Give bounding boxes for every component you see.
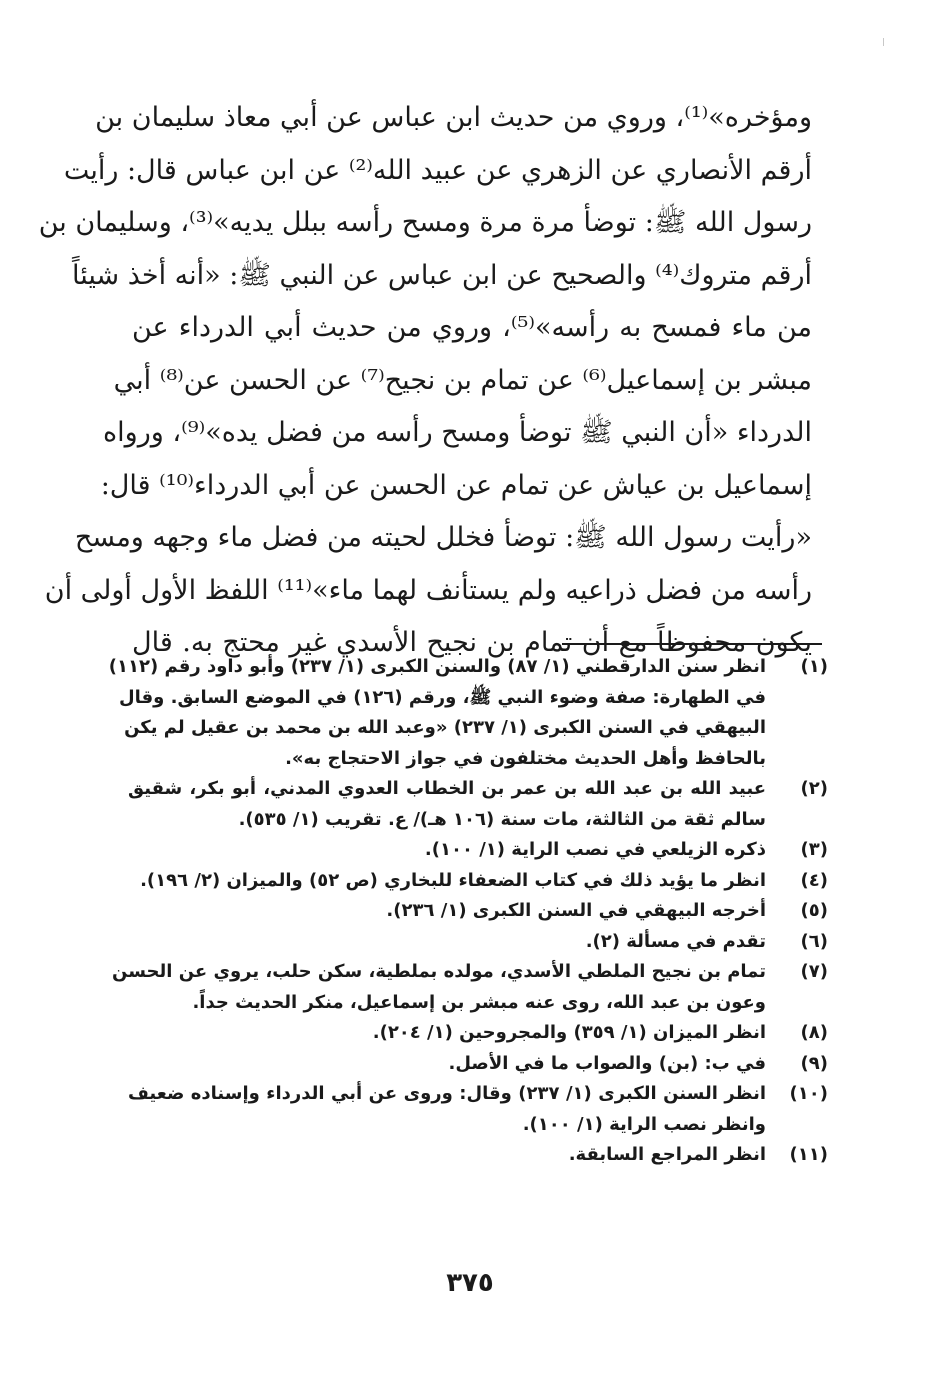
- footnote-number: (١١): [789, 1144, 828, 1165]
- footnote: [128, 1018, 828, 1049]
- main-text-line: رسول الله ﷺ: توضأ مرة مرة ومسح رأسه ببلل يديه»⁽³⁾، وسليمان بن: [38, 207, 812, 238]
- footnote: [128, 1140, 828, 1171]
- footnote-number: (٢): [800, 778, 828, 799]
- footnote: [108, 652, 828, 774]
- footnote-separator: [562, 643, 822, 645]
- page-number: ٣٧٥: [446, 1268, 494, 1298]
- footnote-line: انظر ما يؤيد ذلك في كتاب الضعفاء للبخاري (ص ٥٢) والميزان (٢/ ١٩٦).: [140, 869, 766, 891]
- footnote-number: (٩): [800, 1052, 828, 1074]
- footnote-line: بالحافظ وأهل الحديث مختلفون في جواز الاحتجاج به».: [285, 747, 766, 769]
- main-text-line: إسماعيل بن عياش عن تمام عن الحسن عن أبي الدرداء⁽¹⁰⁾ قال:: [100, 469, 812, 501]
- footnote-line: سالم ثقة من الثالثة، مات سنة (١٠٦ هـ)/ ع. تقريب (١/ ٥٣٥).: [238, 808, 766, 830]
- main-text-line: الدرداء «أن النبي ﷺ توضأ ومسح رأسه من فضل يده»⁽⁹⁾، ورواه: [103, 417, 812, 448]
- main-text-line: من ماء فمسح به رأسه»⁽⁵⁾، وروي من حديث أبي الدرداء عن: [132, 312, 812, 343]
- footnote: [128, 927, 828, 958]
- footnote: [128, 1079, 828, 1140]
- scan-mark: [883, 38, 884, 46]
- main-text-line: أرقم الأنصاري عن الزهري عن عبيد الله⁽²⁾ عن ابن عباس قال: رأيت: [63, 154, 812, 186]
- footnote-line: في الطهارة: صفة وضوء النبي ﷺ، ورقم (١٢٦) في الموضع السابق. وقال: [119, 686, 766, 708]
- footnotes-section: [108, 652, 828, 1171]
- main-text-body: [38, 92, 812, 670]
- footnote-line: انظر المراجع السابقة.: [568, 1144, 766, 1165]
- footnote-number: (١٠): [789, 1083, 828, 1104]
- footnote-number: (٣): [800, 839, 828, 860]
- footnote-line: انظر سنن الدارقطني (١/ ٨٧) والسنن الكبرى (١/ ٢٣٧) وأبو داود رقم (١١٢): [108, 656, 766, 677]
- footnote-number: (٨): [800, 1022, 828, 1043]
- footnote: [128, 1049, 828, 1080]
- footnote-number: (٧): [800, 961, 828, 982]
- footnote-line: في ب: (بن) والصواب ما في الأصل.: [448, 1052, 766, 1074]
- main-text-line: رأسه من فضل ذراعيه ولم يستأنف لهما ماء»⁽¹¹⁾ اللفظ الأول أولى أن: [44, 574, 812, 606]
- footnote: [128, 866, 828, 897]
- footnote: [128, 896, 828, 927]
- footnote: [112, 957, 828, 1018]
- main-text-line: «رأيت رسول الله ﷺ: توضأ فخلل لحيته من فضل ماء وجهه ومسح: [74, 522, 812, 553]
- footnote-line: تقدم في مسألة (٢).: [585, 930, 766, 952]
- main-text-line: ومؤخره»⁽¹⁾، وروي من حديث ابن عباس عن أبي معاذ سليمان بن: [95, 102, 812, 133]
- footnote: [128, 774, 828, 835]
- footnote-number: (٥): [800, 900, 828, 921]
- main-text-line: يكون محفوظاً مع أن تمام بن نجيح الأسدي غير محتج به. قال: [132, 627, 812, 658]
- footnote-line: وعون بن عبد الله، روى عنه مبشر بن إسماعيل، منكر الحديث جداً.: [192, 991, 766, 1013]
- footnote-line: عبيد الله بن عبد الله بن عمر بن الخطاب العدوي المدني، أبو بكر، شقيق: [128, 778, 766, 799]
- footnote-line: البيهقي في السنن الكبرى (١/ ٢٣٧) «وعبد الله بن محمد بن عقيل لم يكن: [124, 717, 766, 738]
- footnote-line: ذكره الزيلعي في نصب الراية (١/ ١٠٠).: [424, 839, 766, 860]
- footnote-line: انظر السنن الكبرى (١/ ٢٣٧) وقال: وروى عن أبي الدرداء وإسناده ضعيف: [128, 1083, 766, 1104]
- footnote-number: (٤): [800, 869, 828, 891]
- footnote-line: تمام بن نجيح الملطي الأسدي، مولده بملطية، سكن حلب، يروي عن الحسن: [112, 961, 766, 982]
- main-text-line: مبشر بن إسماعيل⁽⁶⁾ عن تمام بن نجيح⁽⁷⁾ عن الحسن عن⁽⁸⁾ أبي: [113, 364, 812, 396]
- footnote-line: انظر الميزان (١/ ٣٥٩) والمجروحين (١/ ٢٠٤).: [372, 1022, 766, 1043]
- footnote-line: أخرجه البيهقي في السنن الكبرى (١/ ٢٣٦).: [386, 900, 766, 921]
- footnote-line: وانظر نصب الراية (١/ ١٠٠).: [522, 1113, 766, 1135]
- footnote-number: (١): [800, 656, 828, 677]
- footnote-number: (٦): [800, 930, 828, 952]
- footnote: [128, 835, 828, 866]
- main-text-line: أرقم متروك⁽⁴⁾ والصحيح عن ابن عباس عن النبي ﷺ: «أنه أخذ شيئاً: [71, 259, 812, 291]
